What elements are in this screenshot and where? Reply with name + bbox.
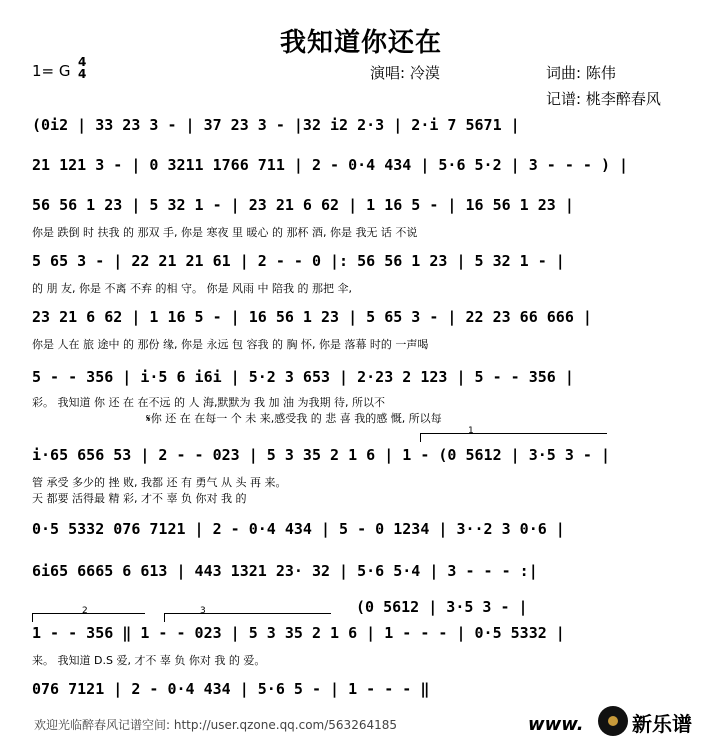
lyric-line-5: 你是 人在 旅 途中 的 那份 缘, 你是 永远 包 容我 的 胸 怀, 你是 落幕 时的 一声喝 [32,338,429,351]
footer-text: 欢迎光临醉春风记谱空间: http://user.qzone.qq.com/563264185 [34,718,398,732]
transcriber-credit: 记谱: 桃李醉春风 [546,90,661,108]
score-line-11: 1 - - 356 ‖ 1 - - 023 | 5 3 35 2 1 6 | 1 - - - | 0·5 5332 | [32,624,565,642]
lyric-line-6b: 𝄋你 还 在 在每一 个 未 来,感受我 的 悲 喜 我的感 慨, 所以每 [146,412,442,425]
score-line-6: 5 - - 356 | i·5 6 i6i | 5·2 3 653 | 2·23 2 123 | 5 - - 356 | [32,368,574,386]
footer-site: www. [528,714,584,735]
lyric-line-6a: 彩。 我知道 你 还 在 在不远 的 人 海,默默为 我 加 油 为我期 待, 所以不 [32,396,385,409]
song-title: 我知道你还在 [279,28,442,58]
key-signature: 1= G [32,62,71,80]
score-line-3: 56 56 1 23 | 5 32 1 - | 23 21 6 62 | 1 16 5 - | 16 56 1 23 | [32,196,574,214]
volta-1-bracket [420,433,607,442]
score-line-8: 0·5 5332 076 7121 | 2 - 0·4 434 | 5 - 0 1234 | 3··2 3 0·6 | [32,520,565,538]
volta-2-bracket [32,613,145,622]
site-logo [598,704,716,738]
lyric-line-7a: 管 承受 多少的 挫 败, 我都 还 有 勇气 从 头 再 来。 [32,476,287,489]
logo-text: 新乐谱 [632,712,692,736]
score-line-7: i·65 656 53 | 2 - - 023 | 5 3 35 2 1 6 | 1 - (0 5612 | 3·5 3 - | [32,446,610,464]
lyric-line-4: 的 朋 友, 你是 不离 不弃 的相 守。 你是 风雨 中 陪我 的 那把 伞, [32,282,352,295]
score-line-2: 21 121 3 - | 0 3211 1766 711 | 2 - 0·4 434 | 5·6 5·2 | 3 - - - ) | [32,156,629,174]
score-line-1: (0i2 | 33 23 3 - | 37 23 3 - |32 i2 2·3 | 2·i 7 5671 | [32,116,520,134]
lyric-line-7b: 天 都要 活得最 精 彩, 才不 辜 负 你对 我 的 [32,492,247,505]
volta-1-number: 1 [468,426,474,436]
record-disc-icon [598,706,628,736]
score-line-9: 6i65 6665 6 613 | 443 1321 23· 32 | 5·6 5·4 | 3 - - - :| [32,562,538,580]
score-line-12: 076 7121 | 2 - 0·4 434 | 5·6 5 - | 1 - - - ‖ [32,680,430,698]
time-signature-bottom: 4 [78,67,87,81]
lyric-line-3: 你是 跌倒 时 扶我 的 那双 手, 你是 寒夜 里 暖心 的 那杯 酒, 你是 我无 话 不说 [32,226,418,239]
time-signature-top: 4 [78,55,87,69]
volta-3-number: 3 [200,606,206,616]
lyric-line-11: 来。 我知道 D.S 爱, 才不 辜 负 你对 我 的 爱。 [32,654,266,667]
time-signature [78,56,86,80]
score-line-5: 23 21 6 62 | 1 16 5 - | 16 56 1 23 | 5 65 3 - | 22 23 66 666 | [32,308,592,326]
volta-3-bracket [164,613,331,622]
volta-2-number: 2 [82,606,88,616]
composer-credit: 词曲: 陈伟 [546,64,616,82]
score-line-4: 5 65 3 - | 22 21 21 61 | 2 - - 0 |: 56 56 1 23 | 5 32 1 - | [32,252,565,270]
score-line-10: (0 5612 | 3·5 3 - | [356,598,528,616]
singer-credit: 演唱: 冷漠 [370,64,440,82]
